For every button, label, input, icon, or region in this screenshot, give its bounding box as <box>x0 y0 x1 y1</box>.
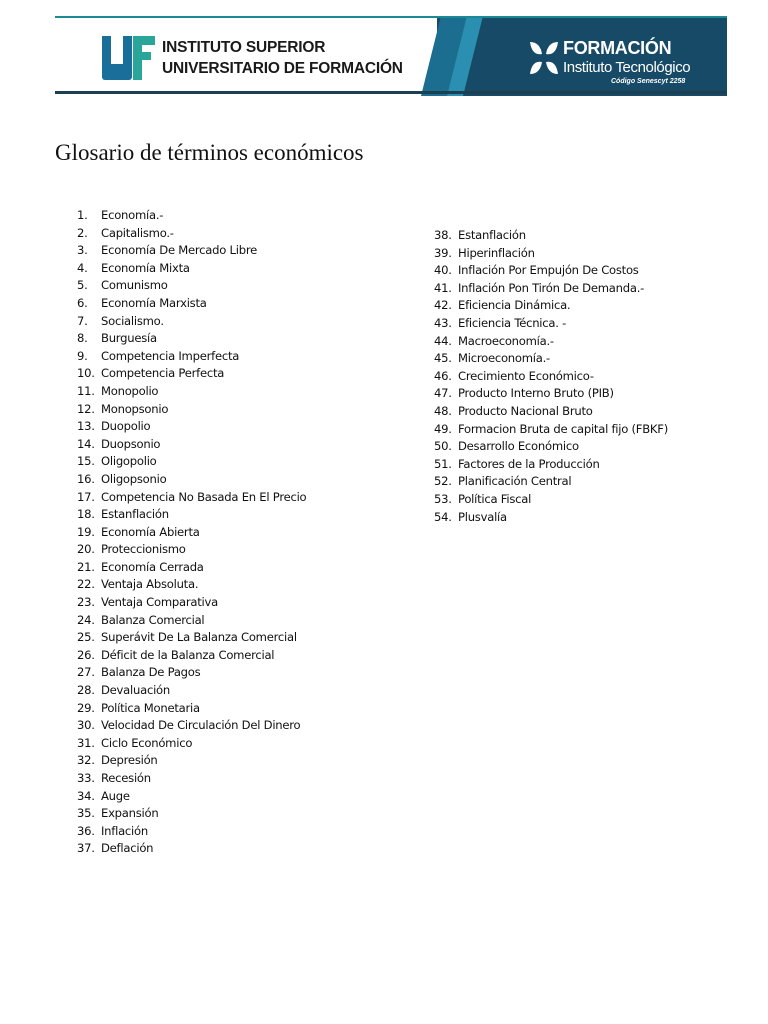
glossary-item-term: Economía Abierta <box>101 524 200 539</box>
glossary-item <box>434 262 734 280</box>
glossary-item-term: Economía Mixta <box>101 260 190 275</box>
glossary-item-term: Producto Nacional Bruto <box>458 403 593 418</box>
glossary-item <box>77 453 377 471</box>
glossary-item-term: Deflación <box>101 841 154 856</box>
glossary-item-term: Formacion Bruta de capital fijo (FBKF) <box>458 421 668 436</box>
glossary-column-2 <box>434 227 734 526</box>
glossary-item-number: 14. <box>77 436 95 451</box>
glossary-item-term: Ventaja Absoluta. <box>101 577 199 592</box>
glossary-item <box>77 770 377 788</box>
glossary-item <box>434 491 734 509</box>
glossary-item-term: Ventaja Comparativa <box>101 595 218 610</box>
glossary-item-number: 31. <box>77 735 95 750</box>
glossary-item-term: Política Monetaria <box>101 700 200 715</box>
glossary-item <box>77 805 377 823</box>
glossary-item-number: 37. <box>77 841 95 856</box>
glossary-item <box>434 368 734 386</box>
glossary-item-term: Planificación Central <box>458 474 572 489</box>
glossary-item <box>434 297 734 315</box>
glossary-item-term: Economía De Mercado Libre <box>101 243 257 258</box>
glossary-item-term: Capitalismo.- <box>101 225 174 240</box>
glossary-item <box>77 717 377 735</box>
partner-code: Código Senescyt 2258 <box>611 78 686 85</box>
glossary-item-term: Estanflación <box>101 507 169 522</box>
glossary-item <box>77 260 377 278</box>
institute-name-line1: INSTITUTO SUPERIOR <box>162 39 326 56</box>
glossary-item-number: 22. <box>77 577 95 592</box>
glossary-item-term: Inflación <box>101 823 148 838</box>
glossary-item-term: Eficiencia Técnica. - <box>458 315 567 330</box>
glossary-item-term: Auge <box>101 788 130 803</box>
glossary-item-number: 8. <box>77 331 88 346</box>
glossary-item <box>434 245 734 263</box>
glossary-item <box>434 421 734 439</box>
glossary-item-term: Ciclo Económico <box>101 735 193 750</box>
glossary-item-number: 32. <box>77 753 95 768</box>
glossary-item-term: Balanza De Pagos <box>101 665 201 680</box>
glossary-item <box>77 225 377 243</box>
glossary-item-number: 28. <box>77 683 95 698</box>
glossary-item-number: 38. <box>434 228 452 242</box>
glossary-item-term: Expansión <box>101 806 159 821</box>
glossary-item-term: Crecimiento Económico- <box>458 368 594 383</box>
glossary-item <box>77 277 377 295</box>
glossary-item-number: 19. <box>77 524 95 539</box>
glossary-item <box>434 227 734 245</box>
glossary-item-number: 27. <box>77 665 95 680</box>
glossary-item <box>77 524 377 542</box>
glossary-item-number: 30. <box>77 718 95 733</box>
glossary-item-term: Socialismo. <box>101 313 164 328</box>
glossary-item-number: 16. <box>77 471 95 486</box>
glossary-item-number: 20. <box>77 542 95 557</box>
glossary-item-term: Duopolio <box>101 419 151 434</box>
glossary-item-number: 39. <box>434 245 452 260</box>
glossary-item <box>77 647 377 665</box>
glossary-item-number: 42. <box>434 298 452 313</box>
glossary-item-term: Estanflación <box>458 228 526 242</box>
glossary-item-term: Economía Cerrada <box>101 559 204 574</box>
glossary-item <box>77 295 377 313</box>
glossary-item <box>77 330 377 348</box>
partner-title: FORMACIÓN <box>563 38 672 58</box>
glossary-item <box>77 207 377 225</box>
glossary-column-1 <box>77 207 377 858</box>
glossary-item-number: 35. <box>77 806 95 821</box>
glossary-item-number: 25. <box>77 630 95 645</box>
partner-subtitle: Instituto Tecnológico <box>563 59 691 76</box>
glossary-item-number: 49. <box>434 421 452 436</box>
glossary-item-term: Política Fiscal <box>458 491 532 506</box>
glossary-item-number: 13. <box>77 419 95 434</box>
glossary-item-number: 6. <box>77 295 88 310</box>
glossary-item-term: Comunismo <box>101 278 168 293</box>
glossary-item-term: Proteccionismo <box>101 542 186 557</box>
glossary-item <box>77 489 377 507</box>
glossary-item <box>77 823 377 841</box>
glossary-item-number: 17. <box>77 489 95 504</box>
glossary-item-term: Producto Interno Bruto (PIB) <box>458 386 614 401</box>
glossary-item-number: 11. <box>77 383 95 398</box>
glossary-item-number: 46. <box>434 368 452 383</box>
glossary-item-number: 47. <box>434 386 452 401</box>
glossary-item <box>434 473 734 491</box>
glossary-item-term: Monopolio <box>101 383 159 398</box>
glossary-item-term: Inflación Pon Tirón De Demanda.- <box>458 280 645 295</box>
glossary-item <box>77 383 377 401</box>
glossary-item <box>77 506 377 524</box>
glossary-item <box>77 594 377 612</box>
glossary-item <box>77 752 377 770</box>
glossary-item-term: Superávit De La Balanza Comercial <box>101 630 297 645</box>
glossary-item-term: Devaluación <box>101 683 170 698</box>
glossary-item-term: Hiperinflación <box>458 245 535 260</box>
glossary-item-number: 40. <box>434 263 452 278</box>
glossary-item-number: 2. <box>77 225 88 240</box>
glossary-item <box>77 242 377 260</box>
glossary-item-term: Balanza Comercial <box>101 612 205 627</box>
glossary-item-number: 10. <box>77 366 95 381</box>
glossary-item <box>77 664 377 682</box>
glossary-item-number: 54. <box>434 509 452 524</box>
glossary-item <box>77 612 377 630</box>
glossary-item-number: 45. <box>434 351 452 366</box>
glossary-item <box>77 788 377 806</box>
glossary-item <box>77 700 377 718</box>
glossary-item-term: Inflación Por Empujón De Costos <box>458 263 639 278</box>
glossary-item-number: 21. <box>77 559 95 574</box>
glossary-item-term: Microeconomía.- <box>458 351 550 366</box>
institute-name <box>162 37 403 79</box>
glossary-item-number: 5. <box>77 278 88 293</box>
glossary-item <box>434 333 734 351</box>
glossary-item-number: 43. <box>434 315 452 330</box>
glossary-item <box>434 403 734 421</box>
glossary-item-term: Oligopsonio <box>101 471 167 486</box>
glossary-item <box>77 401 377 419</box>
glossary-item-term: Plusvalía <box>458 509 507 524</box>
glossary-item <box>434 385 734 403</box>
glossary-item-number: 48. <box>434 403 452 418</box>
glossary-item-number: 9. <box>77 348 88 363</box>
glossary-item-term: Competencia Perfecta <box>101 366 225 381</box>
glossary-item <box>434 456 734 474</box>
glossary-item-term: Economía.- <box>101 208 164 222</box>
glossary-item-term: Velocidad De Circulación Del Dinero <box>101 718 301 733</box>
glossary-item-number: 36. <box>77 823 95 838</box>
uf-logo-icon <box>102 34 156 82</box>
glossary-item <box>77 313 377 331</box>
glossary-item <box>77 541 377 559</box>
glossary-item <box>77 735 377 753</box>
glossary-item <box>77 418 377 436</box>
glossary-item-term: Factores de la Producción <box>458 456 600 471</box>
glossary-item-term: Déficit de la Balanza Comercial <box>101 647 275 662</box>
glossary-item-number: 15. <box>77 454 95 469</box>
glossary-item-number: 18. <box>77 507 95 522</box>
glossary-item-term: Recesión <box>101 771 151 785</box>
glossary-item-number: 52. <box>434 474 452 489</box>
glossary-item-number: 50. <box>434 439 452 454</box>
glossary-item <box>434 509 734 527</box>
glossary-item-term: Eficiencia Dinámica. <box>458 298 571 313</box>
glossary-item-number: 3. <box>77 243 88 258</box>
glossary-item <box>77 840 377 858</box>
institute-name-line2: UNIVERSITARIO DE FORMACIÓN <box>162 60 403 77</box>
glossary-item <box>77 348 377 366</box>
glossary-item-term: Oligopolio <box>101 454 157 469</box>
glossary-item-number: 24. <box>77 612 95 627</box>
glossary-item <box>77 559 377 577</box>
glossary-item <box>77 365 377 383</box>
glossary-item <box>77 682 377 700</box>
glossary-item <box>77 436 377 454</box>
glossary-item <box>434 350 734 368</box>
glossary-item <box>77 629 377 647</box>
glossary-item-number: 41. <box>434 280 452 295</box>
glossary-item <box>434 315 734 333</box>
glossary-item-term: Burguesía <box>101 331 157 346</box>
glossary-item-term: Desarrollo Económico <box>458 439 579 454</box>
glossary-item-number: 44. <box>434 333 452 348</box>
glossary-item-number: 34. <box>77 788 95 803</box>
glossary-item-number: 4. <box>77 260 88 275</box>
page-title: Glosario de términos económicos <box>55 140 364 165</box>
glossary-item <box>77 471 377 489</box>
glossary-item <box>434 280 734 298</box>
glossary-item <box>434 438 734 456</box>
glossary-item-number: 26. <box>77 647 95 662</box>
glossary-item-term: Competencia Imperfecta <box>101 348 240 363</box>
glossary-item-number: 33. <box>77 771 95 785</box>
glossary-item-term: Competencia No Basada En El Precio <box>101 489 307 504</box>
glossary-item-term: Monopsonio <box>101 401 169 416</box>
glossary-item-number: 1. <box>77 208 88 222</box>
glossary-item-number: 23. <box>77 595 95 610</box>
glossary-item-number: 7. <box>77 313 88 328</box>
glossary-item-number: 29. <box>77 700 95 715</box>
glossary-item-term: Macroeconomía.- <box>458 333 554 348</box>
header-bottom-rule <box>55 91 727 94</box>
formacion-logo-icon <box>528 40 560 76</box>
glossary-item-term: Depresión <box>101 753 158 768</box>
glossary-item-term: Economía Marxista <box>101 295 207 310</box>
glossary-item-term: Duopsonio <box>101 436 161 451</box>
glossary-item <box>77 576 377 594</box>
page-header <box>55 16 727 96</box>
glossary-item-number: 12. <box>77 401 95 416</box>
glossary-item-number: 51. <box>434 456 452 471</box>
glossary-item-number: 53. <box>434 491 452 506</box>
